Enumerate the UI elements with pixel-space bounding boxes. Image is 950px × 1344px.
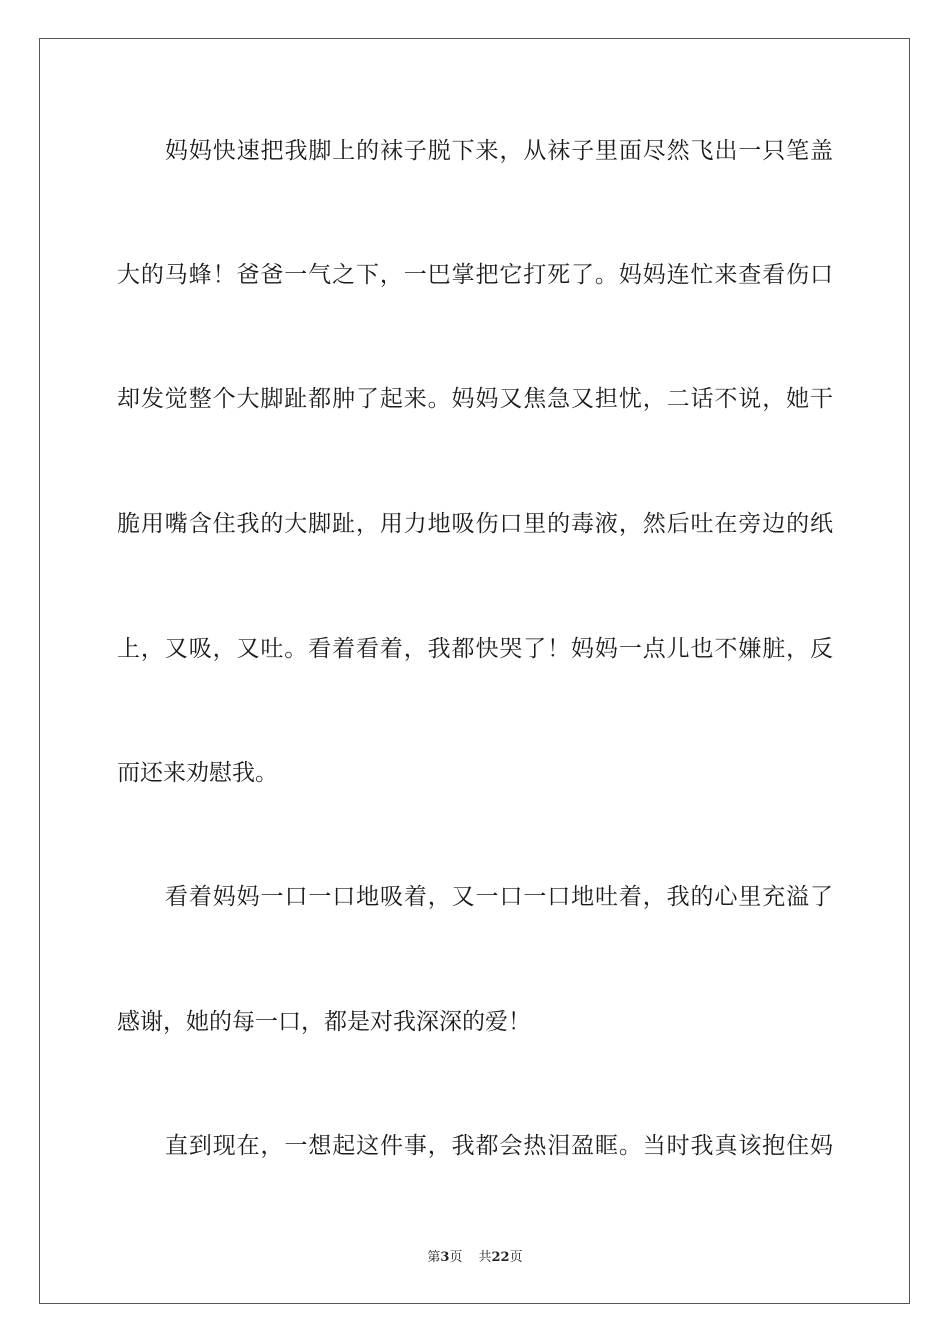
page-footer <box>0 1246 950 1265</box>
page-label-prefix: 第 <box>427 1250 441 1265</box>
total-pages: 22 <box>491 1250 510 1265</box>
text-line: 大的马蜂！爸爸一气之下，一巴掌把它打死了。妈妈连忙来查看伤口 <box>117 262 833 288</box>
page-number: 3 <box>440 1250 450 1265</box>
page-border <box>39 38 910 1304</box>
total-label-prefix: 共 <box>478 1250 492 1265</box>
text-line: 直到现在，一想起这件事，我都会热泪盈眶。当时我真该抱住妈 <box>165 1133 833 1159</box>
text-line: 妈妈快速把我脚上的袜子脱下来，从袜子里面尽然飞出一只笔盖 <box>165 138 833 164</box>
text-line: 感谢，她的每一口，都是对我深深的爱！ <box>117 1009 531 1035</box>
text-line: 看着妈妈一口一口地吸着，又一口一口地吐着，我的心里充溢了 <box>165 884 833 910</box>
page-label-suffix: 页 <box>449 1250 463 1265</box>
text-line: 脆用嘴含住我的大脚趾，用力地吸伤口里的毒液，然后吐在旁边的纸 <box>117 511 833 537</box>
text-line: 上，又吸，又吐。看着看着，我都快哭了！妈妈一点儿也不嫌脏，反 <box>117 636 833 662</box>
text-line: 而还来劝慰我。 <box>117 760 278 786</box>
total-label-suffix: 页 <box>509 1250 523 1265</box>
text-line: 却发觉整个大脚趾都肿了起来。妈妈又焦急又担忧，二话不说，她干 <box>117 386 833 412</box>
